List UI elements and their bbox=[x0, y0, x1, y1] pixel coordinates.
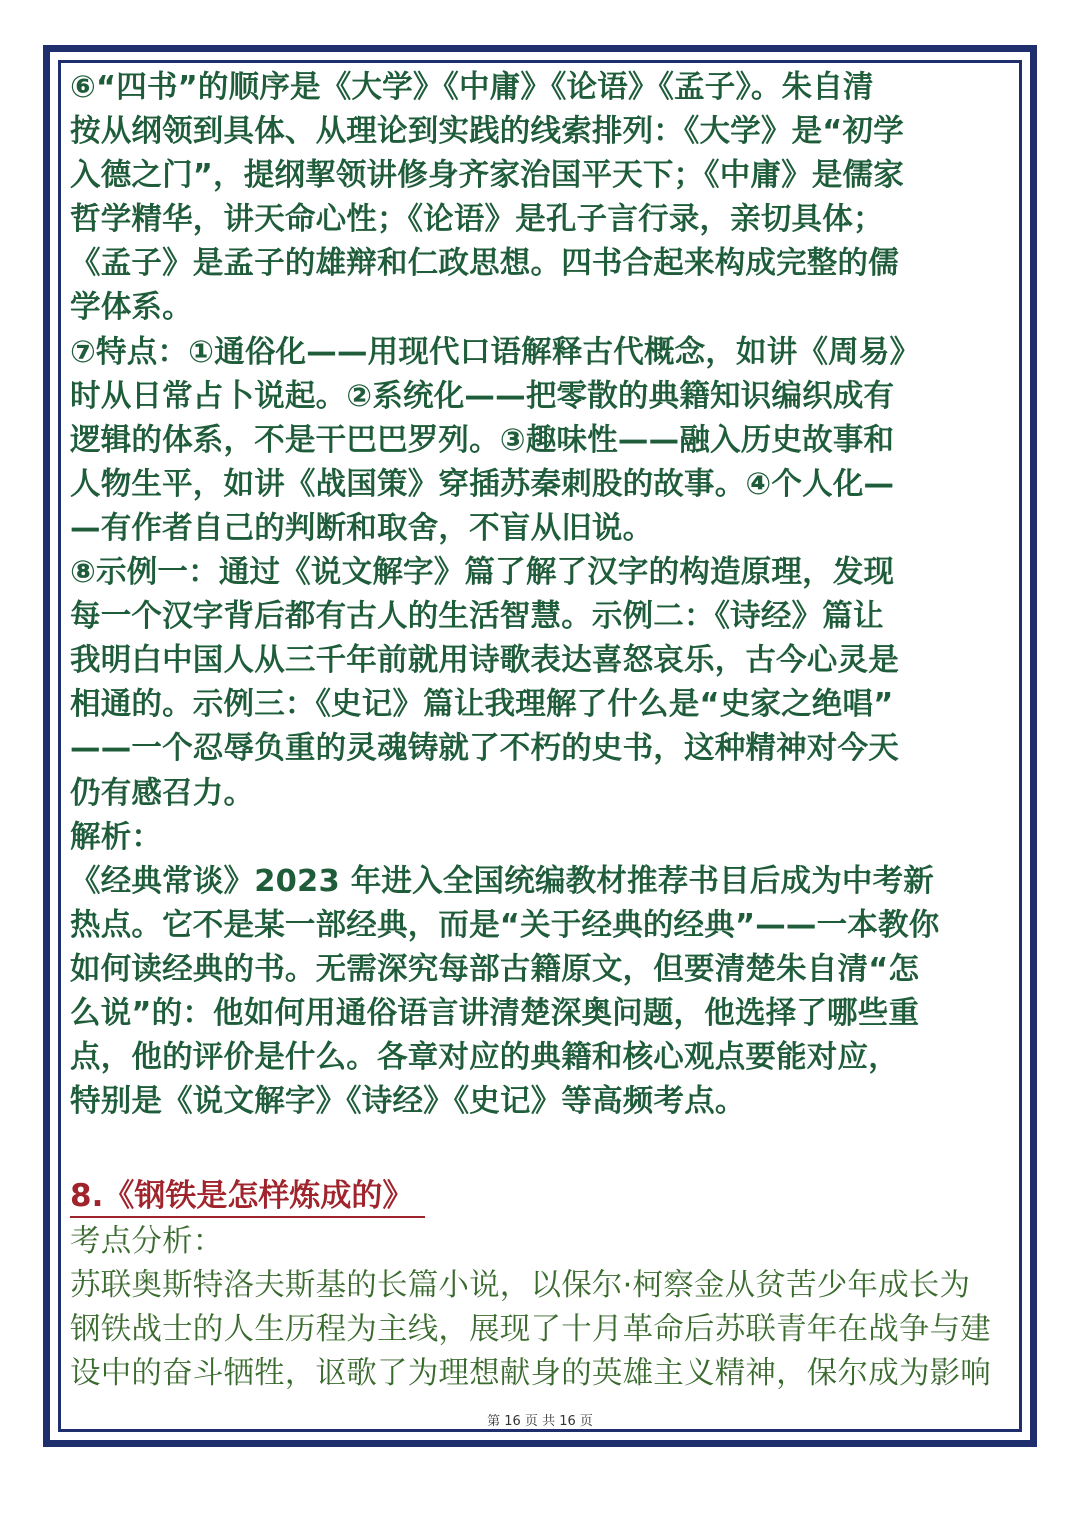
text-line: 逻辑的体系，不是干巴巴罗列。③趣味性——融入历史故事和 bbox=[70, 422, 895, 458]
analysis-label: 解析： bbox=[70, 819, 163, 855]
text-line: 点，他的评价是什么。各章对应的典籍和核心观点要能对应， bbox=[70, 1040, 899, 1076]
text-line: 钢铁战士的人生历程为主线，展现了十月革命后苏联青年在战争与建 bbox=[70, 1312, 991, 1348]
text-line: 入德之门”，提纲挈领讲修身齐家治国平天下；《中庸》是儒家 bbox=[70, 158, 904, 194]
text-line: 学体系。 bbox=[70, 290, 193, 326]
text-line: 人物生平，如讲《战国策》穿插苏秦刺股的故事。④个人化— bbox=[70, 466, 895, 502]
text-line: 按从纲领到具体、从理论到实践的线索排列：《大学》是“初学 bbox=[70, 114, 904, 150]
text-line: ——一个忍辱负重的灵魂铸就了不朽的史书，这种精神对今天 bbox=[70, 731, 899, 767]
text-line: 设中的奋斗牺牲，讴歌了为理想献身的英雄主义精神，保尔成为影响 bbox=[70, 1356, 991, 1392]
text-line: 相通的。示例三：《史记》篇让我理解了什么是“史家之绝唱” bbox=[70, 687, 894, 723]
text-line: 哲学精华，讲天命心性；《论语》是孔子言行录，亲切具体； bbox=[70, 202, 884, 238]
section-8 bbox=[70, 1176, 1012, 1396]
text-line: 如何读经典的书。无需深究每部古籍原文，但要清楚朱自清“怎 bbox=[70, 951, 920, 987]
document-body bbox=[70, 66, 1012, 1124]
section-title: 8.《钢铁是怎样炼成的》 bbox=[70, 1176, 425, 1218]
text-line: —有作者自己的判断和取舍，不盲从旧说。 bbox=[70, 510, 654, 546]
text-line: 仍有感召力。 bbox=[70, 775, 255, 811]
paragraph-8 bbox=[70, 551, 1012, 816]
paragraph-7 bbox=[70, 331, 1012, 551]
text-line: 特别是《说文解字》《诗经》《史记》等高频考点。 bbox=[70, 1084, 746, 1120]
paragraph-6 bbox=[70, 66, 1012, 331]
text-line: 么说”的：他如何用通俗语言讲清楚深奥问题，他选择了哪些重 bbox=[70, 995, 920, 1031]
text-line: 时从日常占卜说起。②系统化——把零散的典籍知识编织成有 bbox=[70, 378, 895, 414]
text-line: 《经典常谈》2023 年进入全国统编教材推荐书目后成为中考新 bbox=[70, 863, 935, 899]
section-sub-label: 考点分析： bbox=[70, 1224, 224, 1259]
text-line: 苏联奥斯特洛夫斯基的长篇小说，以保尔·柯察金从贫苦少年成长为 bbox=[70, 1268, 971, 1304]
text-line: ⑧示例一：通过《说文解字》篇了解了汉字的构造原理，发现 bbox=[70, 555, 895, 591]
analysis-block bbox=[70, 816, 1012, 1125]
text-line: 我明白中国人从三千年前就用诗歌表达喜怒哀乐，古今心灵是 bbox=[70, 643, 899, 679]
page-number: 第 16 页 共 16 页 bbox=[487, 1414, 593, 1429]
text-line: 热点。它不是某一部经典，而是“关于经典的经典”——一本教你 bbox=[70, 907, 940, 943]
text-line: ⑦特点：①通俗化——用现代口语解释古代概念，如讲《周易》 bbox=[70, 334, 921, 370]
text-line: ⑥“四书”的顺序是《大学》《中庸》《论语》《孟子》。朱自清 bbox=[70, 70, 874, 105]
text-line: 每一个汉字背后都有古人的生活智慧。示例二：《诗经》篇让 bbox=[70, 599, 884, 635]
text-line: 《孟子》是孟子的雄辩和仁政思想。四书合起来构成完整的儒 bbox=[70, 246, 899, 282]
